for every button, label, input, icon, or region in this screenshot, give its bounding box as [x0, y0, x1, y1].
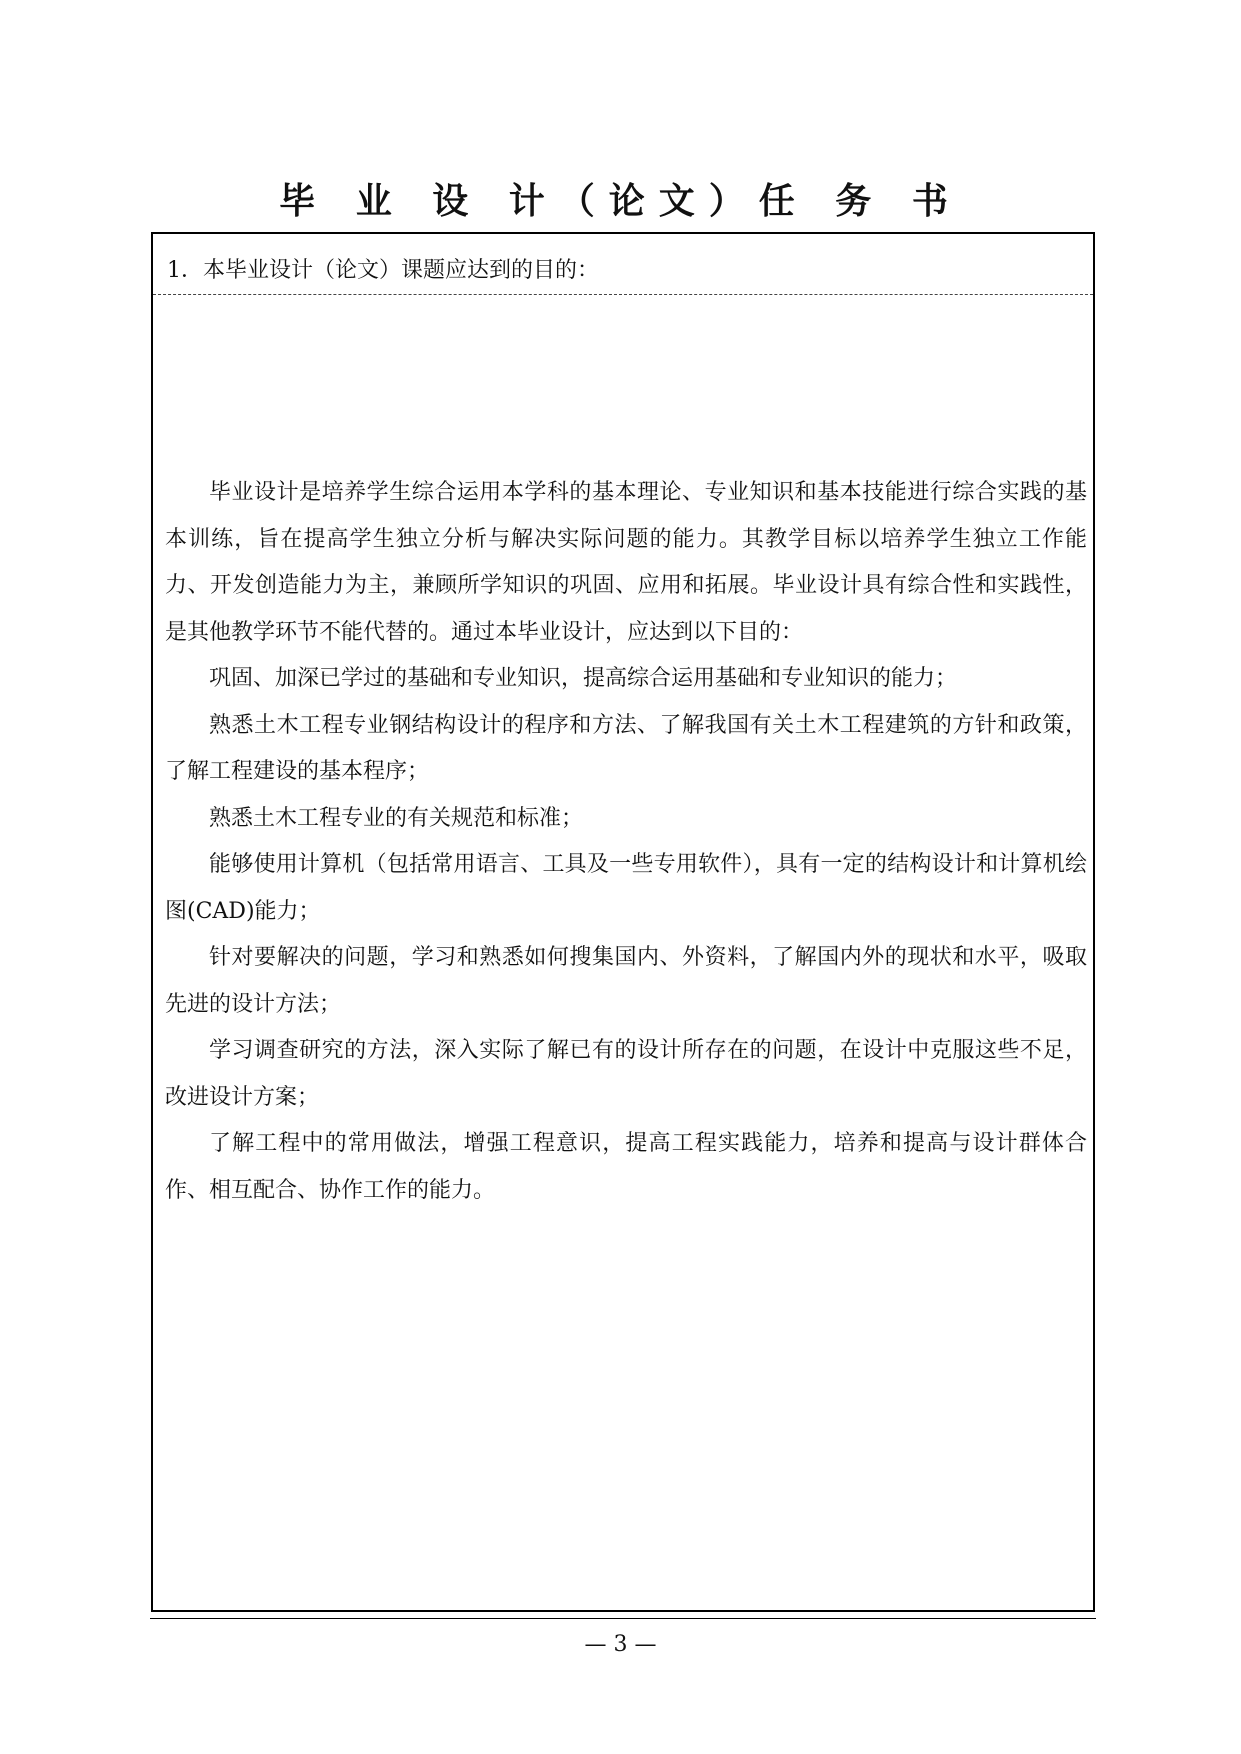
- section-heading: 1．本毕业设计（论文）课题应达到的目的：: [167, 258, 599, 283]
- paragraph: 能够使用计算机（包括常用语言、工具及一些专用软件），具有一定的结构设计和计算机绘图(CAD)能力；: [165, 852, 1087, 924]
- paragraph: 针对要解决的问题，学习和熟悉如何搜集国内、外资料，了解国内外的现状和水平，吸取先进的设计方法；: [165, 945, 1087, 1017]
- paragraph: 熟悉土木工程专业钢结构设计的程序和方法、了解我国有关土木工程建筑的方针和政策，了解工程建设的基本程序；: [165, 712, 1087, 784]
- document-title: 毕 业 设 计（论文）任 务 书: [279, 181, 962, 222]
- page-number: — 3 —: [584, 1632, 657, 1657]
- frame-bottom-rule: [150, 1618, 1096, 1619]
- paragraph: 巩固、加深已学过的基础和专业知识，提高综合运用基础和专业知识的能力；: [209, 666, 958, 691]
- paragraph: 熟悉土木工程专业的有关规范和标准；: [209, 805, 584, 831]
- paragraph: 毕业设计是培养学生综合运用本学科的基本理论、专业知识和基本技能进行综合实践的基本训练，旨在提高学生独立分析与解决实际问题的能力。其教学目标以培养学生独立工作能力、开发创造能力为主，兼顾所学知识的巩固、应用和拓展。毕业设计具有综合性和实践性，是其他教学环节不能代替的。通过本毕业设计，应达到以下目的：: [165, 480, 1087, 645]
- task-frame: [151, 232, 1095, 1612]
- paragraph: 学习调查研究的方法，深入实际了解已有的设计所存在的问题，在设计中克服这些不足，改进设计方案；: [165, 1038, 1087, 1110]
- paragraph: 了解工程中的常用做法，增强工程意识，提高工程实践能力，培养和提高与设计群体合作、相互配合、协作工作的能力。: [165, 1131, 1087, 1203]
- section-body: [165, 470, 1087, 1214]
- dotted-divider: [153, 294, 1093, 295]
